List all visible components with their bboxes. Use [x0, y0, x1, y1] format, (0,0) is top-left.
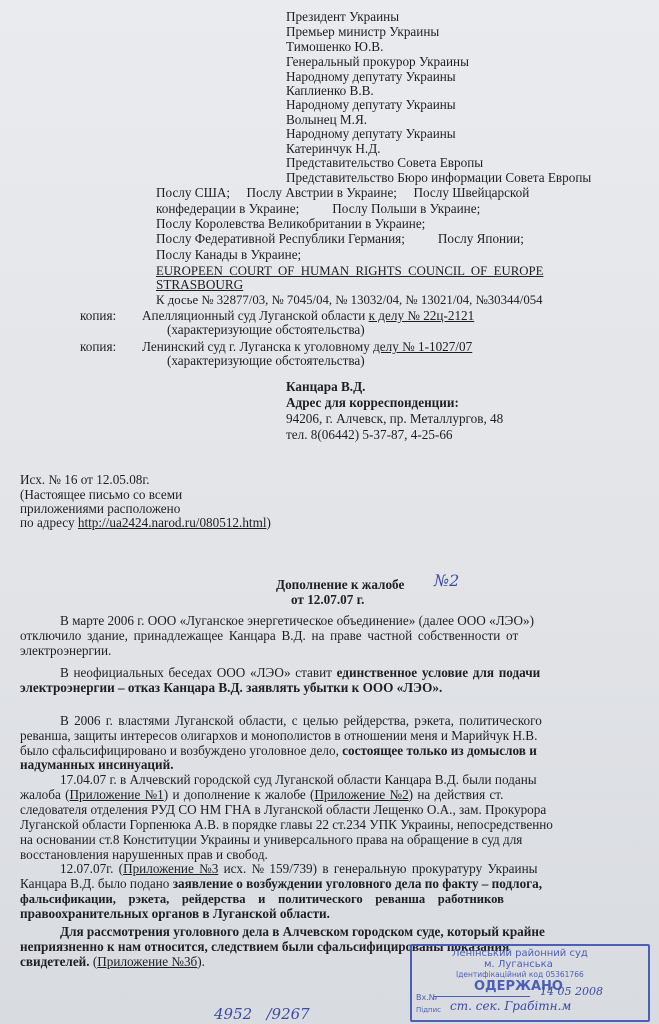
recipient-line: Генеральный прокурор Украины	[286, 54, 469, 69]
recipient-line: Представительство Бюро информации Совета Европы	[286, 170, 592, 185]
paragraph-line	[20, 744, 537, 758]
stamp-in-label: Вх.№	[416, 993, 438, 1002]
paragraph-line: 17.04.07 г. в Алчевский городской суд Луганской области Канцара В.Д. были поданы	[60, 772, 537, 787]
paragraph-line	[60, 862, 538, 876]
sender-name: Канцара В.Д.	[286, 379, 366, 394]
case-number-link[interactable]: к делу № 22ц-2121	[368, 308, 475, 323]
stamp-city: м. Луганська	[484, 959, 553, 970]
paragraph-line: реванша, защиты интересов олигархов и монополистов в отношении меня и Марийчук Н.В.	[20, 728, 538, 743]
appendix-3b-link[interactable]: Приложение №3б	[97, 954, 198, 969]
paragraph-bold-text: свидетелей.	[20, 954, 90, 969]
ambassador-line: Послу США; Послу Австрии в Украине; Послу Швейцарской	[156, 185, 530, 200]
paragraph-line	[20, 788, 503, 802]
court-name: EUROPEEN COURT OF HUMAN RIGHTS COUNCIL OF EUROPE	[156, 264, 544, 278]
title-line: Дополнение к жалобе	[276, 577, 405, 592]
paragraph-text: ) и дополнение к жалобе (	[163, 787, 315, 802]
stamp-status: ОДЕРЖАНО	[474, 979, 563, 994]
paragraph-line: В 2006 г. властями Луганской области, с целью рейдерства, рэкета, политического	[60, 713, 542, 728]
outgoing-url-prefix: по адресу	[20, 515, 78, 530]
copy-label: копия:	[80, 308, 117, 323]
recipient-line: Представительство Совета Европы	[286, 155, 484, 170]
stamp-line	[434, 996, 530, 997]
recipient-line: Президент Украины	[286, 9, 400, 24]
copy-recipient-text: Ленинский суд г. Луганска к уголовному	[142, 339, 374, 354]
paragraph-line	[20, 955, 205, 969]
recipient-line: Волынец М.Я.	[286, 112, 368, 127]
paragraph-line: надуманных инсинуаций.	[20, 757, 174, 772]
recipient-line: Премьер министр Украины	[286, 24, 440, 39]
paragraph-text: было сфальсифицировано и возбуждено уголовное дело,	[20, 743, 343, 758]
paragraph-text: 12.07.07г. (	[60, 861, 124, 876]
paragraph-line: отключило здание, принадлежащее Канцара В.Д. на праве частной собственности от	[20, 628, 519, 643]
outgoing-url-line	[20, 516, 271, 530]
ambassador-line: Послу Федеративной Республики Германия; Послу Японии;	[156, 231, 524, 246]
paragraph-line	[20, 877, 542, 891]
copy-recipient	[142, 340, 472, 354]
paragraph-line: на основании ст.8 Конституции Украины и универсального права на обращение в суд для	[20, 832, 523, 847]
paragraph-text: (	[89, 954, 98, 969]
paragraph-bold-text: единственное условие для подачи	[336, 665, 541, 680]
paragraph-bold-text: заявление о возбуждении уголовного дела по факту – подлога,	[172, 876, 543, 891]
paragraph-line: Для рассмотрения уголовного дела в Алчевском городском суде, который крайне	[60, 924, 545, 939]
document-url-link[interactable]: http://ua2424.narod.ru/080512.html	[77, 515, 267, 530]
ambassador-line: конфедерации в Украине; Послу Польши в Украине;	[156, 201, 481, 216]
address-label: Адрес для корреспонденции:	[286, 395, 459, 410]
copy-note: (характеризующие обстоятельства)	[167, 322, 365, 337]
copy-note: (характеризующие обстоятельства)	[167, 353, 365, 368]
paragraph-line: электроэнергии – отказ Канцара В.Д. заявлять убытки к ООО «ЛЭО».	[20, 680, 443, 695]
paragraph-bold-text: состоящее только из домыслов и	[342, 743, 537, 758]
handwritten-number: №2	[434, 571, 460, 590]
stamp-court-name: Ленінський районний суд	[452, 948, 588, 959]
recipient-line: Народному депутату Украины	[286, 126, 456, 141]
court-city: STRASBOURG	[156, 277, 244, 292]
paragraph-text: ).	[197, 954, 205, 969]
recipient-line: Народному депутату Украины	[286, 97, 456, 112]
paragraph-line: Луганской области Горпенюка А.В. в порядке главы 22 ст.234 УПК Украины, непосредственно	[20, 817, 553, 832]
paragraph-line	[60, 666, 540, 680]
outgoing-note: приложениями расположено	[20, 501, 181, 516]
paragraph-text: жалоба (	[20, 787, 70, 802]
ambassador-line: Послу Королевства Великобритании в Украине;	[156, 216, 426, 231]
handwritten-signature: ст. сек. Грабітн.м	[450, 999, 572, 1013]
title-date: от 12.07.07 г.	[291, 592, 365, 607]
appendix-3-link[interactable]: Приложение №3	[123, 861, 219, 876]
paragraph-line: В марте 2006 г. ООО «Луганское энергетическое объединение» (далее ООО «ЛЭО»)	[60, 613, 535, 628]
paragraph-line: фальсификации, рэкета, рейдерства и политического реванша работников	[20, 892, 504, 906]
recipient-line: Тимошенко Ю.В.	[286, 39, 384, 54]
outgoing-number: Исх. № 16 от 12.05.08г.	[20, 472, 150, 487]
stamp-sign-label: Підпис	[416, 1006, 442, 1014]
sender-address: 94206, г. Алчевск, пр. Металлургов, 48	[286, 411, 504, 426]
recipient-line: Народному депутату Украины	[286, 69, 456, 84]
dossier-numbers: К досье № 32877/03, № 7045/04, № 13032/04, № 13021/04, №30344/054	[156, 293, 543, 307]
recipient-line: Каплиенко В.В.	[286, 83, 374, 98]
ambassador-line: Послу Канады в Украине;	[156, 247, 302, 262]
appendix-1-link[interactable]: Приложение №1	[69, 787, 164, 802]
paragraph-line: электроэнергии.	[20, 643, 112, 658]
outgoing-note: (Настоящее письмо со всеми	[20, 487, 183, 502]
paragraph-text: исх. № 159/739) в генеральную прокуратуру Украины	[218, 861, 538, 876]
recipient-line: Катеринчук Н.Д.	[286, 141, 381, 156]
copy-label: копия:	[80, 339, 117, 354]
paragraph-text: Канцара В.Д. было подано	[20, 876, 173, 891]
paragraph-line: восстановления нарушенных прав и свобод.	[20, 847, 268, 862]
stamp-code: Ідентифікаційний код 05361766	[456, 970, 584, 979]
appendix-2-link[interactable]: Приложение №2	[314, 787, 409, 802]
outgoing-url-suffix: )	[266, 515, 271, 530]
paragraph-text: ) на действия ст.	[408, 787, 504, 802]
handwritten-date: 14 05 2008	[540, 985, 603, 998]
handwritten-registration: 4952 /9267	[214, 1005, 310, 1023]
sender-phone: тел. 8(06442) 5-37-87, 4-25-66	[286, 427, 453, 442]
copy-recipient	[142, 309, 474, 323]
case-number-link[interactable]: делу № 1-1027/07	[373, 339, 473, 354]
paragraph-line: следователя отделения РУД СО НМ ГНА в Луганской области Лещенко О.А., зам. Прокурора	[20, 802, 547, 817]
copy-recipient-text: Апелляционный суд Луганской области	[142, 308, 369, 323]
paragraph-text: В неофициальных беседах ООО «ЛЭО» ставит	[60, 665, 337, 680]
paragraph-line: правоохранительных органов в Луганской области.	[20, 906, 330, 921]
paragraph-line: неприязненно к нам относится, следствием были сфальсифицированы показания	[20, 939, 510, 954]
